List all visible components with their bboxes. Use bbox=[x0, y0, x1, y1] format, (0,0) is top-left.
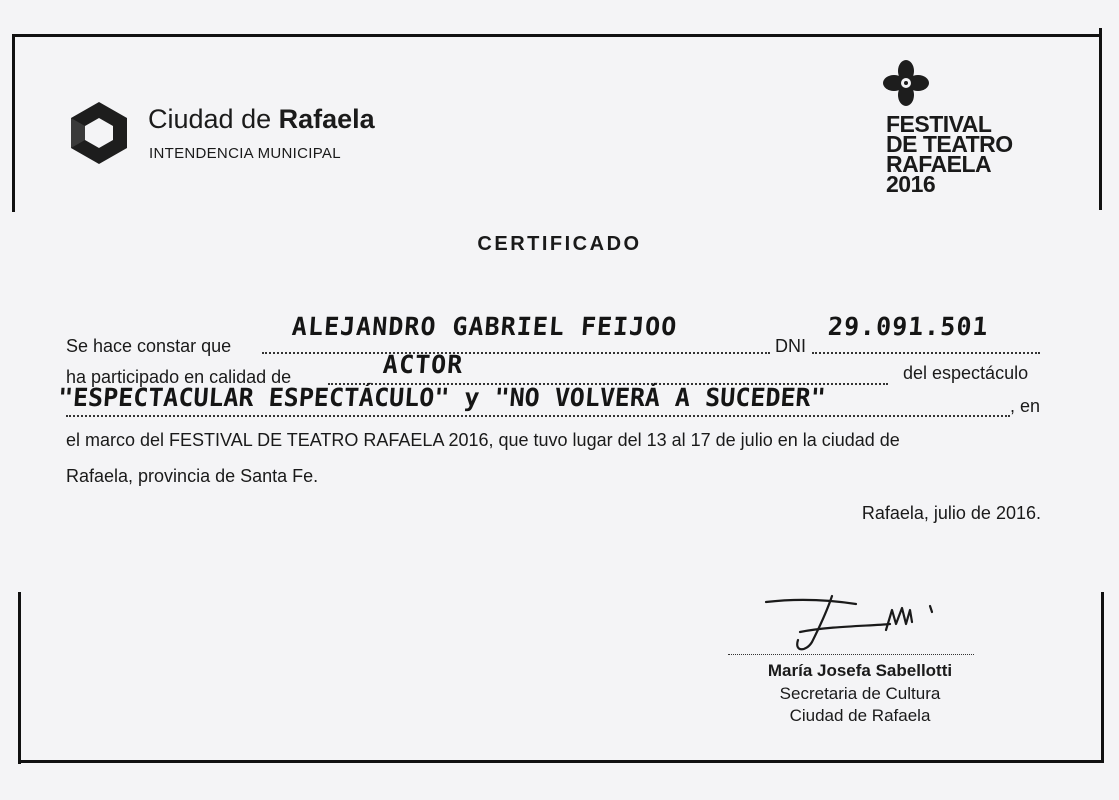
frame-left-lower bbox=[18, 592, 21, 764]
festival-line-3: RAFAELA bbox=[886, 151, 992, 177]
show-dotted-line bbox=[66, 415, 1010, 417]
frame-right-upper bbox=[1099, 28, 1102, 210]
participant-role: ACTOR bbox=[381, 350, 465, 379]
signer-role: Secretaria de Cultura bbox=[779, 684, 941, 703]
municipality-logo-icon bbox=[66, 100, 132, 166]
festival-line-1: FESTIVAL bbox=[886, 111, 992, 137]
body-line-2: Rafaela, provincia de Santa Fe. bbox=[66, 466, 319, 486]
participant-name: ALEJANDRO GABRIEL FEIJOO bbox=[290, 312, 679, 341]
frame-right-lower bbox=[1101, 592, 1104, 762]
label-en: , en bbox=[1010, 396, 1041, 416]
participant-dni: 29.091.501 bbox=[826, 312, 990, 341]
frame-left-upper bbox=[12, 34, 15, 212]
handwritten-signature bbox=[760, 590, 960, 660]
certificate-title: CERTIFICADO bbox=[477, 233, 642, 255]
show-title: "ESPECTACULAR ESPECTÁCULO" y "NO VOLVERÁ A SUCEDER" bbox=[56, 383, 827, 412]
festival-flower-icon bbox=[883, 60, 929, 106]
place-date: Rafaela, julio de 2016. bbox=[861, 503, 1041, 523]
municipality-name: Ciudad de Rafaela bbox=[148, 104, 375, 134]
body-line-1: el marco del FESTIVAL DE TEATRO RAFAELA 2016, que tuvo lugar del 13 al 17 de julio en la ciudad de bbox=[66, 430, 900, 450]
name-dotted-line bbox=[262, 352, 770, 354]
signer-institution: Ciudad de Rafaela bbox=[789, 706, 931, 725]
signer-name: María Josefa Sabellotti bbox=[767, 661, 953, 680]
dni-dotted-line bbox=[812, 352, 1040, 354]
frame-top bbox=[12, 34, 1102, 37]
frame-bottom bbox=[18, 760, 1104, 763]
festival-line-4: 2016 bbox=[886, 171, 936, 197]
label-constar: Se hace constar que bbox=[66, 336, 232, 356]
label-dni: DNI bbox=[775, 336, 806, 356]
festival-logo-text bbox=[886, 111, 1013, 197]
municipality-subtitle: INTENDENCIA MUNICIPAL bbox=[149, 145, 341, 162]
label-calidad: ha participado en calidad de bbox=[66, 367, 292, 387]
festival-line-2: DE TEATRO bbox=[886, 131, 1013, 157]
signature-dotted-line bbox=[728, 654, 974, 655]
label-espectaculo: del espectáculo bbox=[903, 363, 1029, 383]
